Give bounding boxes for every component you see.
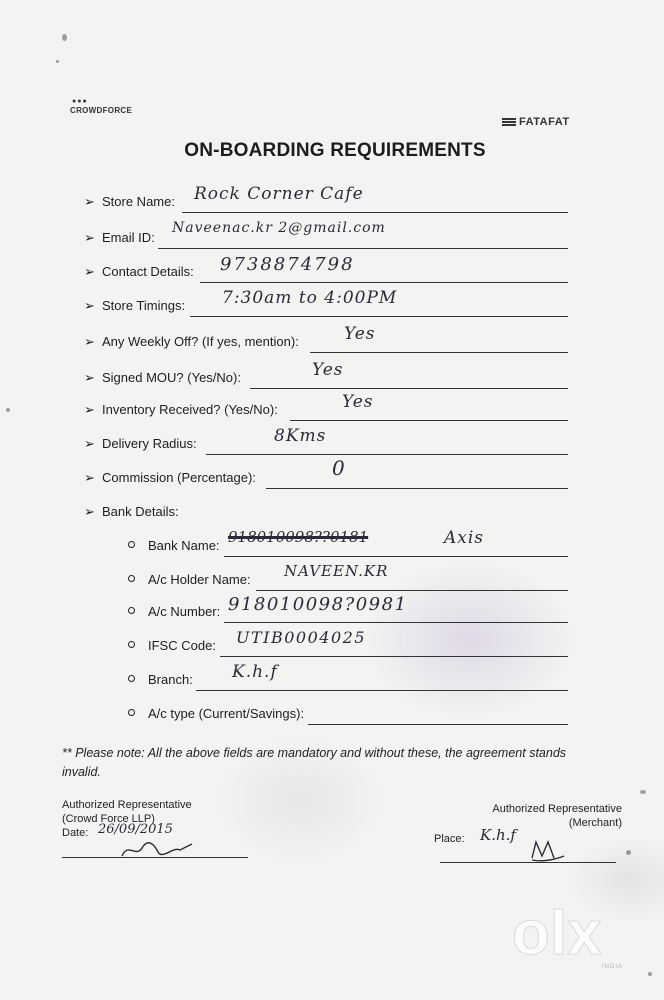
field-line: [290, 420, 568, 421]
olx-watermark-sub: INDIA: [602, 964, 624, 970]
ink-speck: [6, 408, 10, 412]
arrow-bullet-icon: ➢: [84, 230, 95, 245]
page-title: ON-BOARDING REQUIREMENTS: [184, 140, 486, 161]
left-signature-scribble-icon: [118, 838, 198, 862]
left-rep-org: (Crowd Force LLP): [62, 813, 155, 825]
olx-watermark-text: olx: [512, 899, 602, 968]
field-account-number: [128, 594, 568, 628]
field-label: Email ID:: [102, 230, 155, 245]
field-value: Naveenac.kr 2@gmail.com: [172, 220, 386, 236]
field-signed-mou: [84, 360, 568, 394]
field-line: [200, 282, 568, 283]
field-branch: [128, 662, 568, 696]
field-label: A/c Holder Name:: [148, 572, 251, 587]
field-label: IFSC Code:: [148, 638, 216, 653]
field-value: Rock Corner Cafe: [194, 184, 364, 204]
field-label: Store Name:: [102, 194, 175, 209]
field-line: [308, 724, 568, 725]
ink-speck: [626, 850, 631, 855]
field-line: [220, 656, 568, 657]
arrow-bullet-icon: ➢: [84, 402, 95, 417]
field-store-timings: [84, 288, 568, 322]
right-rep-title: Authorized Representative: [492, 803, 622, 815]
arrow-bullet-icon: ➢: [84, 436, 95, 451]
circle-bullet-icon: [128, 675, 135, 682]
field-line: [224, 622, 568, 623]
field-value: K.h.f: [232, 662, 278, 682]
arrow-bullet-icon: ➢: [84, 470, 95, 485]
place-value: K.h.f: [480, 826, 516, 844]
arrow-bullet-icon: ➢: [84, 504, 95, 519]
field-value: 9738874798: [220, 254, 355, 275]
field-line: [190, 316, 568, 317]
field-label: Delivery Radius:: [102, 436, 197, 451]
date-value: 26/09/2015: [98, 822, 173, 837]
date-label: Date:: [62, 827, 89, 839]
field-label: Store Timings:: [102, 298, 186, 313]
ink-speck: [648, 972, 652, 976]
circle-bullet-icon: [128, 641, 135, 648]
circle-bullet-icon: [128, 607, 135, 614]
olx-watermark: [510, 892, 630, 972]
field-line: [250, 388, 568, 389]
fatafat-logo: [502, 116, 570, 128]
fatafat-bars-icon: [502, 117, 516, 127]
field-line: [310, 352, 568, 353]
left-rep-title: Authorized Representative: [62, 799, 192, 811]
field-label: A/c Number:: [148, 604, 221, 619]
bank-details-heading: Bank Details:: [102, 504, 179, 519]
arrow-bullet-icon: ➢: [84, 334, 95, 349]
field-value: Yes: [342, 392, 374, 412]
field-delivery-radius: [84, 426, 568, 460]
field-line: [158, 248, 568, 249]
crowdforce-logo: [70, 98, 133, 115]
field-line: [206, 454, 568, 455]
field-line: [224, 556, 568, 557]
field-account-holder: [128, 562, 568, 596]
crowdforce-logo-text: CROWDFORCE: [70, 106, 133, 115]
circle-bullet-icon: [128, 709, 135, 716]
bank-details-heading-row: [84, 500, 384, 528]
field-label: Inventory Received? (Yes/No):: [102, 402, 278, 417]
field-label: Bank Name:: [148, 538, 220, 553]
field-line: [196, 690, 568, 691]
field-value: 8Kms: [274, 426, 327, 446]
field-line: [266, 488, 568, 489]
arrow-bullet-icon: ➢: [84, 264, 95, 279]
field-ifsc-code: [128, 628, 568, 662]
field-label: Signed MOU? (Yes/No):: [102, 370, 241, 385]
field-email: [84, 220, 568, 254]
field-label: Any Weekly Off? (If yes, mention):: [102, 334, 299, 349]
place-label: Place:: [434, 833, 465, 845]
left-signature-line: [62, 857, 248, 858]
field-value: Yes: [344, 324, 376, 344]
field-line: [182, 212, 568, 213]
field-account-type: [128, 702, 568, 730]
field-label: Commission (Percentage):: [102, 470, 256, 485]
field-value: 918010098?0981: [228, 594, 408, 615]
field-store-name: [84, 184, 568, 218]
field-weekly-off: [84, 324, 568, 358]
field-value: Yes: [312, 360, 344, 380]
mandatory-note: ** Please note: All the above fields are mandatory and without these, the agreement stands invalid.: [62, 746, 567, 779]
ink-speck: [640, 790, 646, 794]
right-rep-org: (Merchant): [568, 817, 622, 829]
right-signature-line: [440, 862, 616, 863]
circle-bullet-icon: [128, 575, 135, 582]
field-label: Contact Details:: [102, 264, 194, 279]
ink-speck: [62, 34, 67, 41]
field-line: [256, 590, 568, 591]
right-signature-scribble-icon: [528, 836, 568, 864]
field-label: Branch:: [148, 672, 193, 687]
field-bank-name: [128, 528, 568, 562]
field-value: 0: [332, 456, 346, 480]
field-label: A/c type (Current/Savings):: [148, 706, 305, 721]
field-inventory: [84, 392, 568, 426]
field-value: NAVEEN.KR: [284, 562, 389, 580]
field-contact: [84, 254, 568, 288]
circle-bullet-icon: [128, 541, 135, 548]
arrow-bullet-icon: ➢: [84, 370, 95, 385]
field-value: UTIB0004025: [236, 628, 366, 647]
field-value: 7:30am to 4:00PM: [222, 288, 398, 308]
struck-value: 918010098??0181: [228, 528, 369, 546]
logo-dots-icon: ●●●: [72, 98, 88, 105]
fatafat-logo-text: FATAFAT: [519, 116, 570, 128]
arrow-bullet-icon: ➢: [84, 194, 95, 209]
ink-speck: [56, 60, 59, 63]
field-value: Axis: [444, 528, 485, 548]
arrow-bullet-icon: ➢: [84, 298, 95, 313]
field-commission: [84, 456, 568, 494]
